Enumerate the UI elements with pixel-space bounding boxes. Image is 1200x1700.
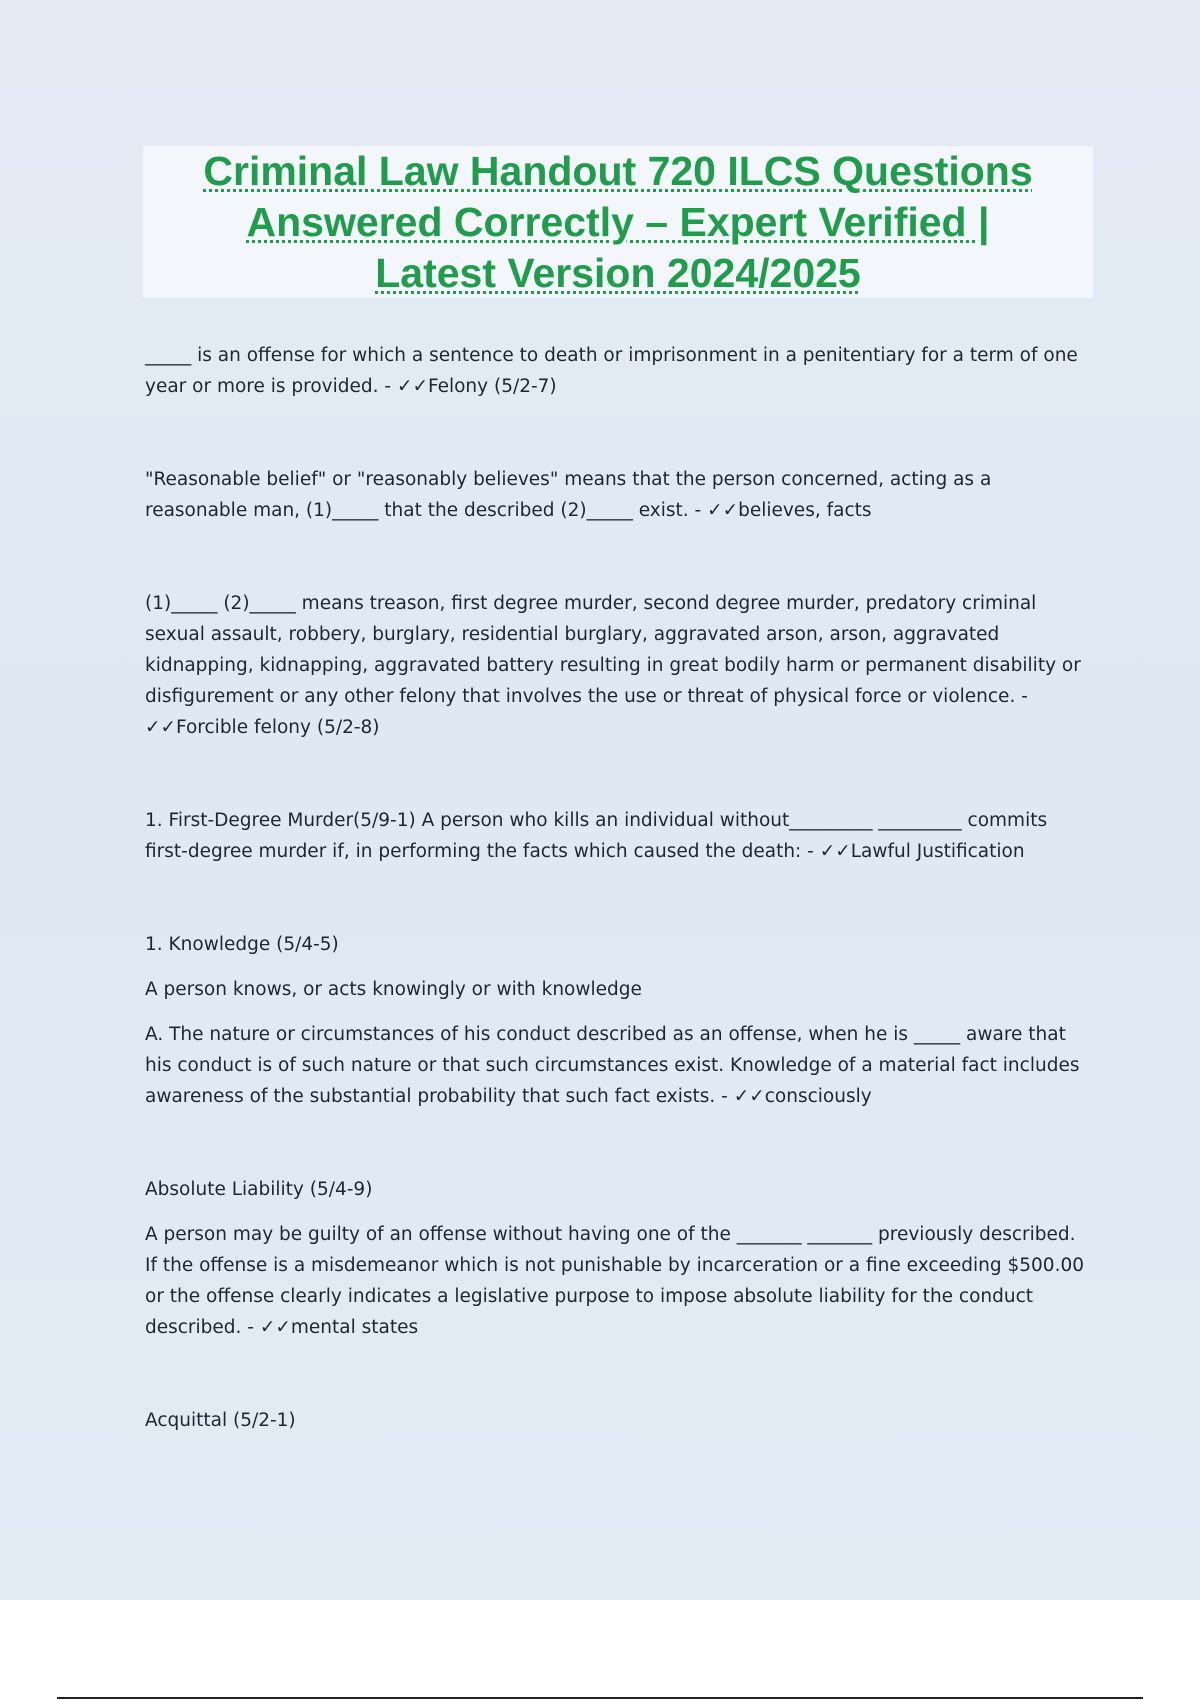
- qa-text: A person may be guilty of an offense without having one of the _______ _______ previously described. If the offense is a misdemeanor which is not punishable by incarceration or a fine exceeding $500.00 or the offense clearly indicates a legislative purpose to impose absolute liability for the conduct described. - ✓✓mental states: [145, 1224, 1084, 1338]
- qa-item-forcible-felony: [145, 588, 1090, 743]
- document-title: [143, 146, 1093, 298]
- qa-heading: Acquittal (5/2-1): [145, 1410, 296, 1431]
- qa-item-first-degree-murder: [145, 805, 1090, 867]
- qa-text: _____ is an offense for which a sentence to death or imprisonment in a penitentiary for a term of one year or more is provided. - ✓✓Felony (5/2-7): [145, 345, 1078, 397]
- qa-item-absolute-liability: [145, 1174, 1090, 1343]
- title-line-2: Answered Correctly – Expert Verified |: [246, 199, 990, 245]
- qa-subheading: A person knows, or acts knowingly or with knowledge: [145, 979, 642, 1000]
- title-line-3: Latest Version 2024/2025: [375, 250, 861, 296]
- footer-divider: [57, 1697, 1143, 1699]
- qa-item-acquittal: [145, 1405, 1090, 1436]
- qa-text: (1)_____ (2)_____ means treason, first degree murder, second degree murder, predatory criminal sexual assault, robbery, burglary, residential burglary, aggravated arson, arson, aggravated kidnapping, kidnapping, aggravated battery resulting in great bodily harm or permanent disability or disfigurement or any other felony that involves the use or threat of physical force or violence. - ✓✓Forcible felony (5/2-8): [145, 593, 1081, 738]
- document-body: [145, 340, 1090, 1436]
- qa-text: A. The nature or circumstances of his conduct described as an offense, when he is _____ aware that his conduct is of such nature or that such circumstances exist. Knowledge of a material fact includes awareness of the substantial probability that such fact exists. - ✓✓consciously: [145, 1024, 1080, 1107]
- qa-heading: 1. Knowledge (5/4-5): [145, 934, 339, 955]
- qa-item-felony: [145, 340, 1090, 402]
- qa-text: 1. First-Degree Murder(5/9-1) A person who kills an individual without_________ _________ commits first-degree murder if, in performing the facts which caused the death: - ✓✓Lawful Justification: [145, 810, 1048, 862]
- qa-text: "Reasonable belief" or "reasonably believes" means that the person concerned, acting as a reasonable man, (1)_____ that the described (2)_____ exist. - ✓✓believes, facts: [145, 469, 992, 521]
- qa-item-reasonable-belief: [145, 464, 1090, 526]
- title-line-1: Criminal Law Handout 720 ILCS Questions: [203, 148, 1033, 194]
- qa-item-knowledge: [145, 929, 1090, 1112]
- qa-heading: Absolute Liability (5/4-9): [145, 1179, 373, 1200]
